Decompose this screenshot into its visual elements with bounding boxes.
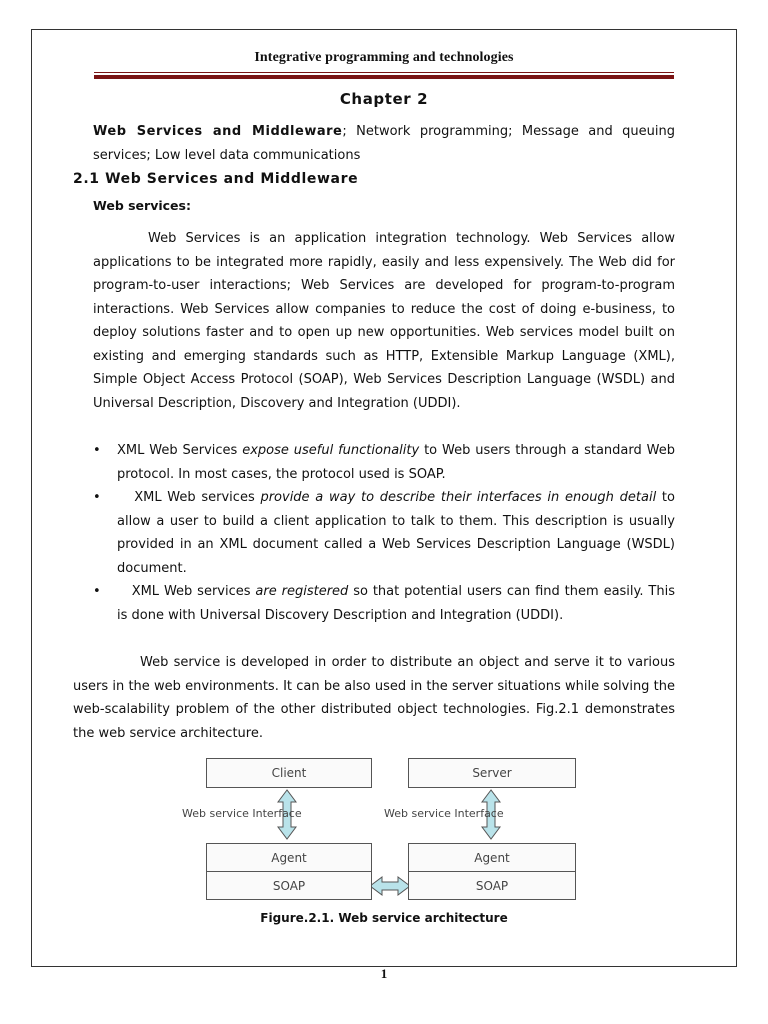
right-soap-box: SOAP <box>408 871 576 900</box>
topics-bold: Web Services and Middleware <box>93 124 343 139</box>
list-item-emphasis: provide a way to describe their interfaces in enough detail <box>260 490 657 505</box>
right-agent-box: Agent <box>408 843 576 872</box>
list-item-pre: XML Web services <box>131 584 256 599</box>
left-soap-box: SOAP <box>206 871 372 900</box>
right-interface-label: Web service Interface <box>384 807 504 820</box>
web-service-architecture-diagram <box>170 750 590 905</box>
server-box: Server <box>408 758 576 788</box>
paragraph-architecture-text: Web service is developed in order to distribute an object and serve it to various users in the web environments. It can be also used in the server situations while solving the web-scalability problem of the other distributed object technologies. Fig.2.1 demonstrates the web service architecture. <box>73 655 675 741</box>
list-item-post: to allow a user to build a client application to talk to them. This description is usually provided in an XML document called a Web Services Description Language (WSDL) document. <box>117 490 675 576</box>
header-rule-thin <box>94 72 674 73</box>
subheading: Web services: <box>93 198 191 213</box>
bullet-icon: • <box>93 584 101 599</box>
paragraph-web-services: Web Services is an application integration technology. Web Services allow applications to be integrated more rapidly, easily and less expensively. The Web did for program-to-user interactions; Web Services are developed for program-to-program interactions. Web Services allow companies to reduce the cost of doing e-business, to deploy solutions faster and to open up new opportunities. Web services model built on existing and emerging standards such as HTTP, Extensible Markup Language (XML), Simple Object Access Protocol (SOAP), Web Services Description Language (WSDL) and Universal Description, Discovery and Integration (UDDI). <box>93 231 675 411</box>
chapter-topics <box>93 120 675 167</box>
left-interface-label: Web service Interface <box>182 807 302 820</box>
bullet-icon: • <box>93 490 101 505</box>
client-box: Client <box>206 758 372 788</box>
paragraph-architecture <box>73 651 675 745</box>
list-item-post: so that potential users can find them easily. This is done with Universal Discovery Description and Integration (UDDI). <box>117 584 675 623</box>
list-item-text <box>117 486 675 580</box>
list-item-emphasis: are registered <box>255 584 349 599</box>
list-item-emphasis: expose useful functionality <box>242 443 420 458</box>
page-number: 1 <box>380 966 388 981</box>
list-item-text <box>117 580 675 627</box>
soap-bidirectional-arrow <box>370 877 410 895</box>
chapter-title: Chapter 2 <box>339 90 429 108</box>
left-agent-box: Agent <box>206 843 372 872</box>
figure-caption: Figure.2.1. Web service architecture <box>260 911 508 925</box>
list-item-post: to Web users through a standard Web protocol. In most cases, the protocol used is SOAP. <box>117 443 675 482</box>
list-item-pre: XML Web Services <box>117 443 243 458</box>
header-rule-thick <box>94 75 674 79</box>
running-header: Integrative programming and technologies <box>254 50 514 65</box>
list-item-text <box>117 439 675 486</box>
bullet-icon: • <box>93 443 101 458</box>
topics-rest: ; Network programming; Message and queuing services; Low level data communications <box>93 124 675 163</box>
list-item-pre: XML Web services <box>134 490 261 505</box>
section-heading: 2.1 Web Services and Middleware <box>73 171 359 187</box>
